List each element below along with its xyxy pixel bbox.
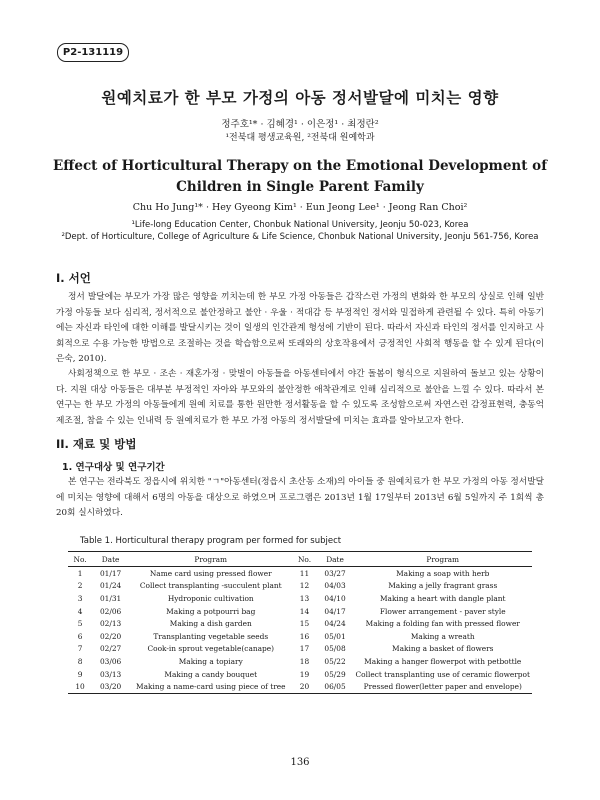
cell-no: 9 <box>77 669 83 679</box>
cell-no: 8 <box>77 656 83 666</box>
cell-date: 03/27 <box>324 568 346 578</box>
korean-affiliation: ¹전북대 평생교육원, ²전북대 원예학과 <box>225 133 375 143</box>
cell-program: Collect transplanting -succulent plant <box>139 581 282 591</box>
table-row <box>68 605 532 618</box>
cell-no: 10 <box>68 680 92 693</box>
cell-program: Making a jelly fragrant grass <box>388 581 498 591</box>
table-row <box>68 655 532 668</box>
cell-program: Collect transplanting use of ceramic flowerpot <box>355 669 530 679</box>
cell-program: Name card using pressed flower <box>149 568 272 578</box>
cell-program: Pressed flower(letter paper and envelope) <box>354 680 533 693</box>
cell-date: 05/01 <box>324 631 346 641</box>
introduction-paragraph-2: 사회정책으로 한 부모 · 조손 · 재혼가정 · 맞벌이 아동들을 아동센터에서 야간 돌봄이 형식으로 지원하여 돌보고 있는 상황이다. 지원 대상 아동들은 대부분 부정적인 자아와 부모와의 불안정한 애착관계로 인해 심리적으로 불안을 느낄 수 있다. 따라서 본 연구는 한 부모 가정의 아동들에게 원예 치료를 통한 원만한 정서활동을 할 수 있도록 조성함으로써 자연스런 감정표현력, 충동억제조절, 참을 수 있는 인내력 등 원예치료가 한 부모 가정 아동의 정서발달에 미치는 효과를 알아보고자 한다. <box>56 369 544 426</box>
cell-date: 02/27 <box>99 644 122 654</box>
english-affiliation-1: ¹Life-long Education Center, Chonbuk National University, Jeonju 50-023, Korea <box>131 220 469 230</box>
table-row <box>68 643 532 656</box>
cell-date: 03/06 <box>99 656 122 666</box>
cell-no: 3 <box>77 593 83 603</box>
cell-program: Transplanting vegetable seeds <box>153 631 269 641</box>
english-authors: Chu Ho Jung¹* · Hey Gyeong Kim¹ · Eun Jeong Lee¹ · Jeong Ran Choi² <box>132 202 468 213</box>
table-row <box>68 630 532 643</box>
cell-program: Making a name-card using piece of tree <box>129 680 292 693</box>
cell-date: 02/06 <box>99 606 122 616</box>
cell-program: Making a basket of flowers <box>392 644 494 654</box>
cell-date: 04/10 <box>324 593 346 603</box>
cell-program: Making a candy bouquet <box>164 669 258 679</box>
section-heading-materials-methods: II. 재료 및 방법 <box>56 437 137 451</box>
english-title <box>0 156 600 198</box>
english-title-line-2: Children in Single Parent Family <box>176 179 424 195</box>
cell-program: Making a topiary <box>178 656 243 666</box>
english-affiliations <box>40 219 560 243</box>
cell-no: 19 <box>299 669 310 679</box>
cell-no: 17 <box>299 644 310 654</box>
cell-program: Making a soap with herb <box>396 568 490 578</box>
english-title-line-1: Effect of Horticultural Therapy on the Emotional Development of <box>53 158 547 174</box>
cell-program: Making a folding fan with pressed flower <box>365 619 520 629</box>
subsection-heading-subjects-period: 1. 연구대상 및 연구기간 <box>62 462 165 473</box>
cell-date: 05/22 <box>324 656 346 666</box>
table-caption <box>80 536 341 546</box>
cell-date: 02/13 <box>99 619 122 629</box>
cell-program: Making a dish garden <box>169 619 252 629</box>
cell-date: 01/31 <box>99 593 122 603</box>
program-table-body <box>68 567 532 694</box>
table-caption-text: Horticultural therapy program per formed for subject <box>115 536 342 546</box>
cell-program: Making a heart with dangle plant <box>379 593 506 603</box>
cell-no: 14 <box>299 606 310 616</box>
table-row <box>68 592 532 605</box>
cell-no: 13 <box>299 593 310 603</box>
header-no: No. <box>68 552 92 567</box>
cell-no: 7 <box>77 644 83 654</box>
methods-paragraph-1: 본 연구는 전라북도 정읍시에 위치한 "ㄱ"아동센터(정읍시 초산동 소재)의 아이들 중 원예치료가 한 부모 가정의 아동 정서발달에 미치는 영향에 대해서 6명의 아동을 대상으로 하였으며 프로그램은 2013년 1월 17일부터 2013년 6월 5일까지 주 1회씩 총 20회 실시하였다. <box>56 477 544 518</box>
program-table <box>68 551 532 694</box>
cell-no: 11 <box>299 568 310 578</box>
cell-no: 16 <box>299 631 310 641</box>
cell-no: 2 <box>77 581 83 591</box>
page-number: 136 <box>290 757 310 768</box>
cell-program: Making a wreath <box>410 631 475 641</box>
cell-no: 12 <box>299 581 310 591</box>
abstract-id-badge: P2-131119 <box>57 43 129 62</box>
table-row <box>68 567 532 580</box>
cell-no: 4 <box>77 606 83 616</box>
cell-date: 05/08 <box>324 644 346 654</box>
cell-date: 04/03 <box>324 581 346 591</box>
cell-program: Making a hanger flowerpot with petbottle <box>364 656 522 666</box>
cell-program: Hydroponic cultivation <box>167 593 254 603</box>
cell-date: 01/17 <box>99 568 122 578</box>
header-program: Program <box>354 552 533 567</box>
section-heading-introduction: I. 서언 <box>56 271 91 285</box>
english-affiliation-2: ²Dept. of Horticulture, College of Agriculture & Life Science, Chonbuk National University, Jeonju 561-756, Korea <box>61 232 539 242</box>
cell-program: Cook-in sprout vegetable(canape) <box>147 644 275 654</box>
header-program: Program <box>129 552 292 567</box>
cell-program: Making a potpourri bag <box>166 606 256 616</box>
cell-no: 15 <box>299 619 310 629</box>
cell-date: 05/29 <box>324 669 346 679</box>
table-row <box>68 668 532 681</box>
cell-date: 04/24 <box>324 619 346 629</box>
cell-date: 03/13 <box>99 669 122 679</box>
table-row <box>68 680 532 693</box>
cell-no: 5 <box>77 619 83 629</box>
cell-no: 20 <box>292 680 316 693</box>
table-caption-label: Table 1. <box>80 536 113 546</box>
cell-no: 6 <box>77 631 83 641</box>
table-row <box>68 580 532 593</box>
cell-no: 1 <box>77 568 83 578</box>
cell-program: Flower arrangement - paver style <box>379 606 506 616</box>
cell-date: 06/05 <box>317 680 354 693</box>
korean-authors: 정주호¹* · 김혜경¹ · 이은정¹ · 최정란² <box>221 119 379 130</box>
cell-date: 02/20 <box>99 631 122 641</box>
cell-date: 03/20 <box>92 680 129 693</box>
header-no: No. <box>292 552 316 567</box>
header-date: Date <box>317 552 354 567</box>
cell-date: 01/24 <box>99 581 122 591</box>
cell-date: 04/17 <box>324 606 346 616</box>
header-date: Date <box>92 552 129 567</box>
cell-no: 18 <box>299 656 310 666</box>
introduction-paragraph-1: 정서 발달에는 부모가 가장 많은 영향을 끼치는데 한 부모 가정 아동들은 갑작스런 가정의 변화와 한 부모의 상실로 인해 일반 가정 아동들 보다 심리적, 정서적으로 불안정하고 불안 · 우울 · 적대감 등 부정적인 정서와 밀접하게 관련될 수 있다. 특히 아동기에는 자신과 타인에 대한 이해를 발달시키는 것이 일생의 인간관계 형성에 기반이 된다. 따라서 자신과 타인의 정서를 인지하고 사회적으로 수용 가능한 방법으로 조절하는 것을 학습함으로써 또래와의 상호작용에서 긍정적인 사회적 행동을 할 수 있게 된다(이은숙, 2010). <box>56 292 544 364</box>
korean-title: 원예치료가 한 부모 가정의 아동 정서발달에 미치는 영향 <box>101 88 499 107</box>
table-row <box>68 617 532 630</box>
table-header-row <box>68 552 532 567</box>
